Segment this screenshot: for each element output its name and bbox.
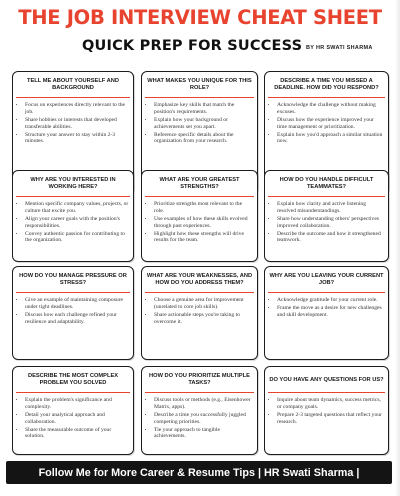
card-bullet: • Discuss tools or methods (e.g., Eisenhower Matrix, apps).: [154, 397, 253, 410]
card-bullet: • Focus on experiences directly relevant to the job.: [25, 102, 129, 115]
card-bullet: • Frame the move as a desire for new challenges and skill development.: [277, 305, 384, 318]
card-bullet: • Explain how your background or achievements set you apart.: [154, 117, 253, 130]
card-bullet-list: [16, 397, 129, 440]
card-bullet-list: [145, 397, 253, 440]
card-bullet: • Inquire about team dynamics, success metrics, or company goals.: [277, 397, 384, 410]
card-heading: HOW DO YOU MANAGE PRESSURE OR STRESS?: [16, 270, 130, 293]
card-bullet: • Choose a genuine area for improvement (unrelated to core job skills).: [154, 297, 253, 310]
author-byline: BY HR SWATI SHARMA: [306, 45, 373, 51]
page-title: THE JOB INTERVIEW CHEAT SHEET: [18, 6, 382, 29]
card-bullet: • Give an example of maintaining composure under tight deadlines.: [25, 297, 129, 310]
card-bullet: • Share the measurable outcome of your solution.: [25, 427, 129, 440]
card-bullet: • Share how understanding others' perspectives improved collaboration.: [277, 216, 384, 229]
card-bullet: • Convey authentic passion for contributing to the organization.: [25, 231, 129, 244]
card-heading: HOW DO YOU HANDLE DIFFICULT TEAMMATES?: [268, 174, 385, 197]
card-manage-pressure: [12, 266, 134, 360]
card-questions-for-us: [264, 366, 389, 455]
footer-banner: Follow Me for More Career & Resume Tips | HR Swati Sharma |: [6, 461, 392, 484]
card-heading: WHAT MAKES YOU UNIQUE FOR THIS ROLE?: [145, 75, 254, 98]
card-complex-problem: [12, 366, 134, 455]
card-leaving-current-job: [264, 266, 389, 360]
card-bullet: • Share hobbies or interests that developed transferable abilities.: [25, 117, 129, 130]
card-bullet: • Discuss how each challenge refined your resilience and adaptability.: [25, 312, 129, 325]
card-bullet-list: [268, 397, 384, 425]
card-bullet-list: [16, 201, 129, 244]
card-bullet: • Explain the problem's significance and complexity.: [25, 397, 129, 410]
card-bullet: • Describe the outcome and how it strengthened teamwork.: [277, 231, 384, 244]
card-bullet: • Reference specific details about the organization from your research.: [154, 132, 253, 145]
card-difficult-teammates: [264, 170, 389, 262]
card-bullet: • Acknowledge gratitude for your current role.: [277, 297, 384, 304]
card-heading: WHAT ARE YOUR WEAKNESSES, AND HOW DO YOU ADDRESS THEM?: [145, 270, 254, 293]
card-bullet: • Describe a time you successfully juggled competing priorities.: [154, 412, 253, 425]
card-bullet: • Tie your approach to tangible achievements.: [154, 427, 253, 440]
page-edge-shadow: [395, 0, 400, 496]
card-bullet-list: [16, 102, 129, 145]
card-bullet: • Align your career goals with the position's responsibilities.: [25, 216, 129, 229]
card-bullet-list: [145, 201, 253, 244]
card-bullet-list: [16, 297, 129, 325]
card-bullet: • Highlight how these strengths will drive results for the team.: [154, 231, 253, 244]
page-subtitle: QUICK PREP FOR SUCCESS: [82, 38, 303, 54]
card-bullet: • Explain how you'd approach a similar situation now.: [277, 132, 384, 145]
card-bullet: • Use examples of how these skills evolved through past experiences.: [154, 216, 253, 229]
card-bullet-list: [268, 102, 384, 145]
card-heading: DESCRIBE THE MOST COMPLEX PROBLEM YOU SOLVED: [16, 370, 130, 393]
card-heading: DESCRIBE A TIME YOU MISSED A DEADLINE. HOW DID YOU RESPOND?: [268, 75, 385, 98]
card-greatest-strengths: [141, 170, 258, 262]
card-why-work-here: [12, 170, 134, 262]
card-bullet: • Emphasize key skills that match the position's requirements.: [154, 102, 253, 115]
card-bullet: • Discuss how the experience improved your time management or prioritization.: [277, 117, 384, 130]
card-bullet: • Acknowledge the challenge without making excuses.: [277, 102, 384, 115]
card-bullet-list: [145, 297, 253, 325]
card-bullet: • Explain how clarity and active listening resolved misunderstandings.: [277, 201, 384, 214]
card-bullet: • Mention specific company values, projects, or culture that excite you.: [25, 201, 129, 214]
card-bullet-list: [145, 102, 253, 145]
card-bullet: • Prioritize strengths most relevant to the role.: [154, 201, 253, 214]
card-bullet-list: [268, 201, 384, 244]
card-bullet: • Share actionable steps you're taking to overcome it.: [154, 312, 253, 325]
card-heading: HOW DO YOU PRIORITIZE MULTIPLE TASKS?: [145, 370, 254, 393]
card-heading: DO YOU HAVE ANY QUESTIONS FOR US?: [268, 370, 385, 393]
card-heading: TELL ME ABOUT YOURSELF AND BACKGROUND: [16, 75, 130, 98]
card-bullet: • Detail your analytical approach and collaboration.: [25, 412, 129, 425]
card-bullet: • Prepare 2-3 targeted questions that reflect your research.: [277, 412, 384, 425]
card-prioritize-tasks: [141, 366, 258, 455]
card-bullet: • Structure your answer to stay within 2-3 minutes.: [25, 132, 129, 145]
card-weaknesses: [141, 266, 258, 360]
card-bullet-list: [268, 297, 384, 319]
card-heading: WHY ARE YOU LEAVING YOUR CURRENT JOB?: [268, 270, 385, 293]
card-heading: WHAT ARE YOUR GREATEST STRENGTHS?: [145, 174, 254, 197]
card-heading: WHY ARE YOU INTERESTED IN WORKING HERE?: [16, 174, 130, 197]
